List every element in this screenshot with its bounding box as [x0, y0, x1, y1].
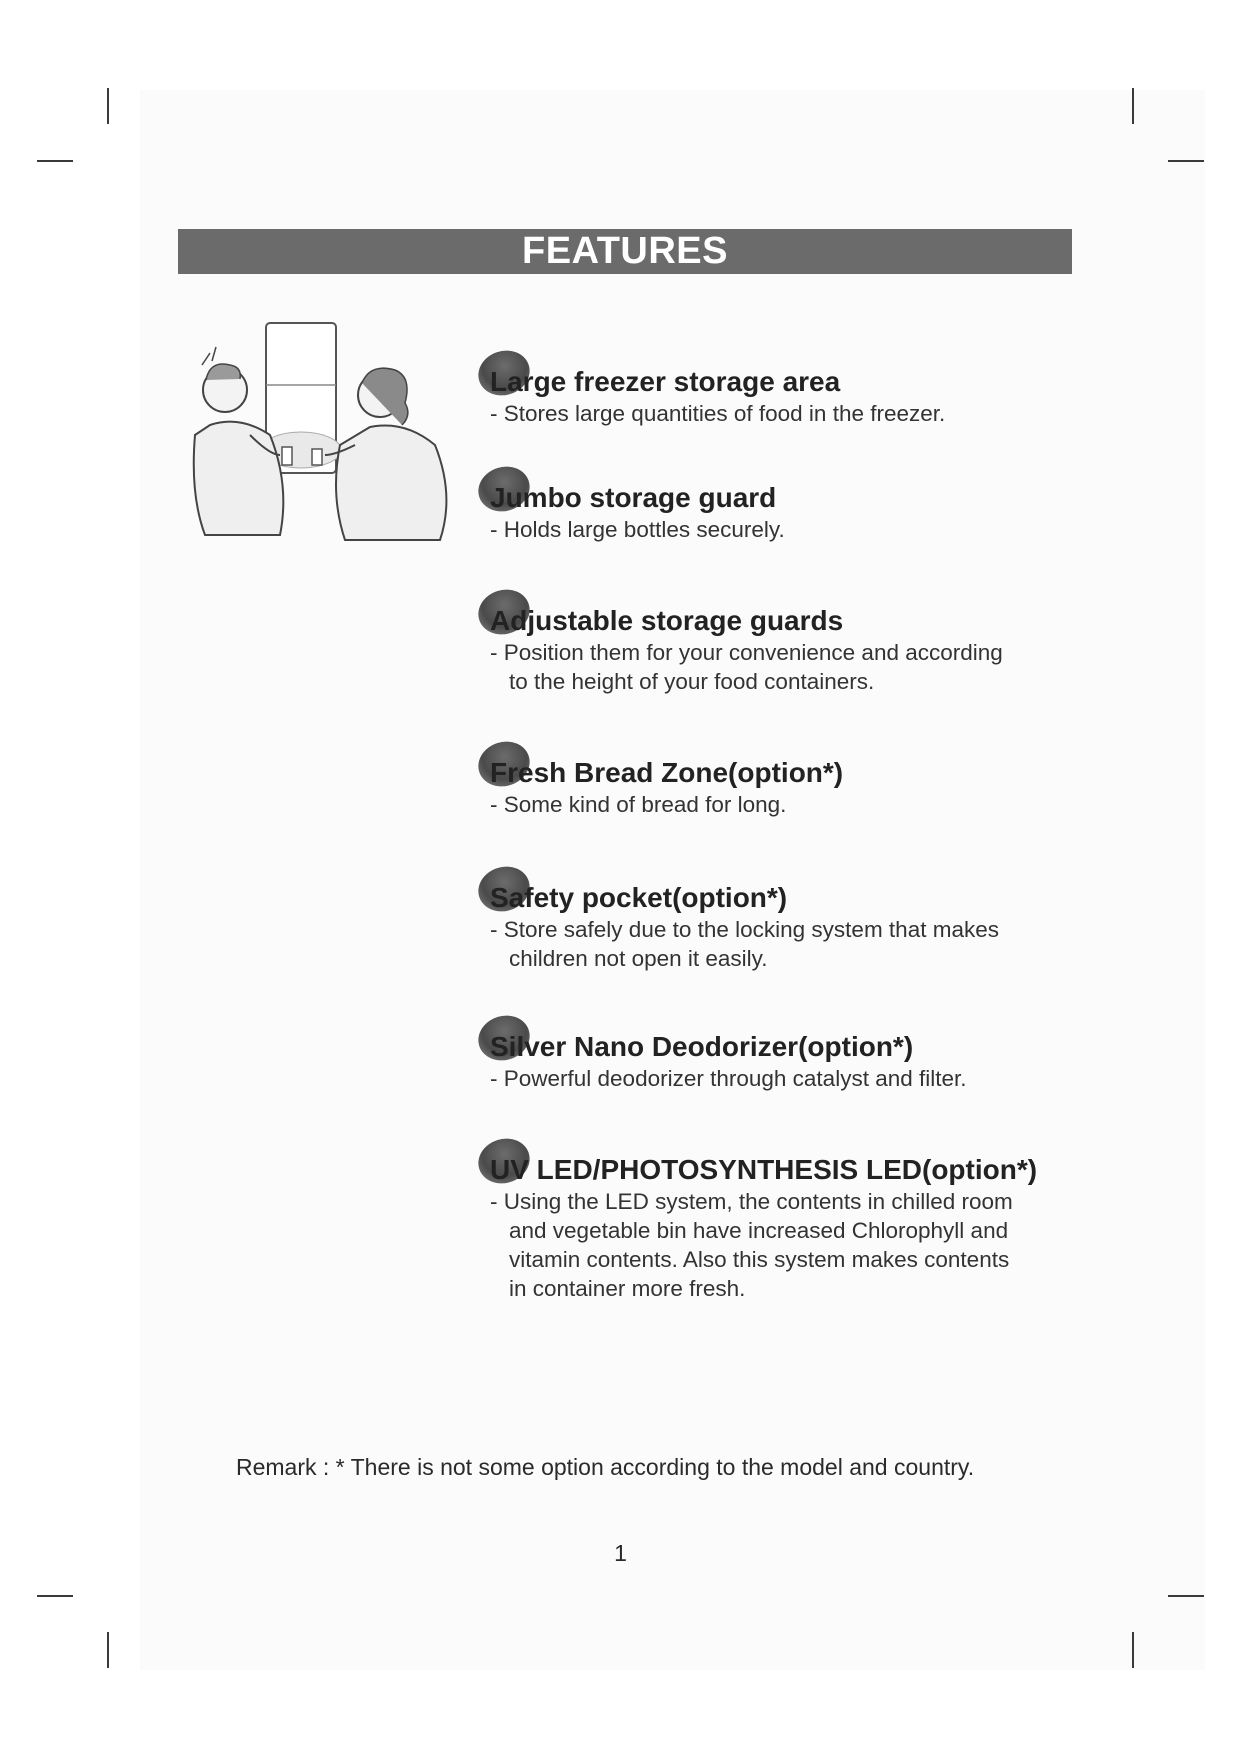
feature-title: UV LED/PHOTOSYNTHESIS LED(option*) — [490, 1154, 1038, 1185]
feature-description-line: to the height of your food containers. — [509, 669, 875, 694]
feature-description — [490, 1064, 1098, 1093]
feature-title: Silver Nano Deodorizer(option*) — [490, 1031, 914, 1062]
feature-title: Large freezer storage area — [490, 366, 841, 397]
page-number: 1 — [614, 1540, 627, 1566]
crop-mark — [1168, 160, 1204, 162]
feature-description-line: - Holds large bottles securely. — [490, 517, 785, 542]
feature-description — [490, 915, 1098, 973]
feature-description-line: in container more fresh. — [509, 1276, 746, 1301]
feature-description — [490, 638, 1098, 696]
feature-description-line: children not open it easily. — [509, 946, 768, 971]
feature-description — [490, 790, 1098, 819]
crop-mark — [1132, 88, 1134, 124]
feature-description — [490, 399, 1098, 428]
feature-description — [490, 1187, 1098, 1303]
crop-mark — [37, 160, 73, 162]
feature-description-line: vitamin contents. Also this system makes contents — [509, 1247, 1010, 1272]
feature-description-line: - Stores large quantities of food in the freezer. — [490, 401, 946, 426]
feature-title: Safety pocket(option*) — [490, 882, 788, 913]
feature-item — [478, 604, 1098, 696]
feature-description-line: - Using the LED system, the contents in chilled room — [490, 1189, 1013, 1214]
feature-description-line: and vegetable bin have increased Chlorophyll and — [509, 1218, 1009, 1243]
feature-item — [478, 756, 1098, 819]
feature-description — [490, 515, 1098, 544]
crop-mark — [1132, 1632, 1134, 1668]
feature-item — [478, 1153, 1098, 1303]
crop-mark — [107, 88, 109, 124]
feature-description-line: - Store safely due to the locking system that makes — [490, 917, 999, 942]
feature-item — [478, 481, 1098, 544]
couple-with-refrigerator-illustration — [180, 315, 460, 560]
feature-item — [478, 365, 1098, 428]
feature-description-line: - Position them for your convenience and according — [490, 640, 1003, 665]
crop-mark — [107, 1632, 109, 1668]
feature-description-line: - Powerful deodorizer through catalyst and filter. — [490, 1066, 967, 1091]
feature-title: Adjustable storage guards — [490, 605, 844, 636]
feature-title: Fresh Bread Zone(option*) — [490, 757, 844, 788]
feature-description-line: - Some kind of bread for long. — [490, 792, 787, 817]
crop-mark — [1168, 1595, 1204, 1597]
feature-item — [478, 1030, 1098, 1093]
remark-note: Remark : * There is not some option according to the model and country. — [236, 1454, 975, 1480]
feature-title: Jumbo storage guard — [490, 482, 777, 513]
header-bar — [178, 229, 1072, 274]
page-title: FEATURES — [522, 230, 728, 272]
feature-item — [478, 881, 1098, 973]
crop-mark — [37, 1595, 73, 1597]
